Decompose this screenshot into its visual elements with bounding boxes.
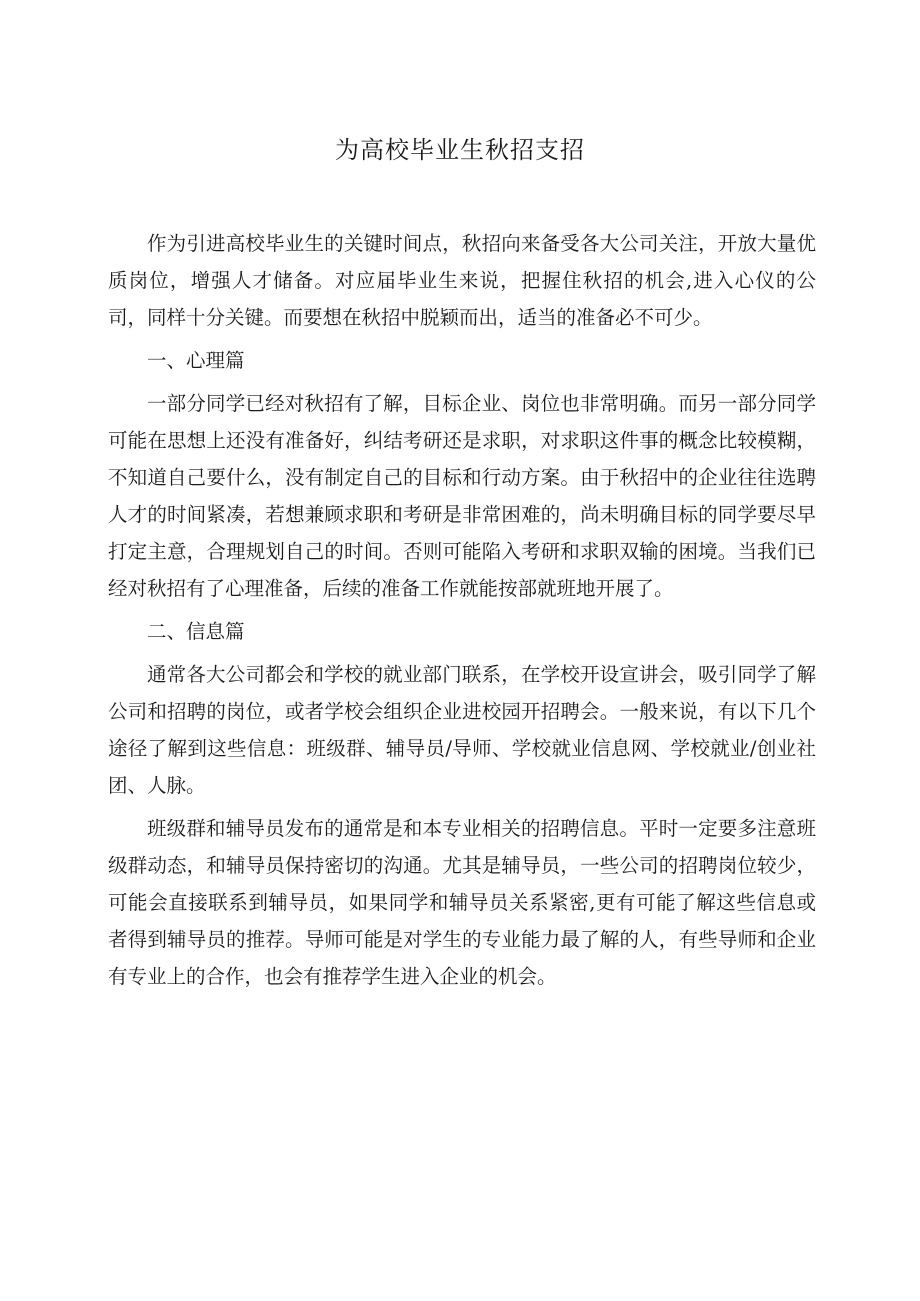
psychology-paragraph: 一部分同学已经对秋招有了解，目标企业、岗位也非常明确。而另一部分同学可能在思想上还没有准备好，纠结考研还是求职，对求职这件事的概念比较模糊，不知道自己要什么，没有制定自己的目标和行动方案。由于秋招中的企业往往选聘人才的时间紧凑，若想兼顾求职和考研是非常困难的，尚未明确目标的同学要尽早打定主意，合理规划自己的时间。否则可能陷入考研和求职双输的困境。当我们已经对秋招有了心理准备，后续的准备工作就能按部就班地开展了。 [108, 392, 816, 600]
document-body [108, 225, 816, 995]
section-heading-psychology: 一、心理篇 [147, 349, 245, 372]
document-title: 为高校毕业生秋招支招 [335, 136, 585, 164]
information-paragraph-1: 通常各大公司都会和学校的就业部门联系，在学校开设宣讲会，吸引同学了解公司和招聘的岗位，或者学校会组织企业进校园开招聘会。一般来说，有以下几个途径了解到这些信息：班级群、辅导员/导师、学校就业信息网、学校就业/创业社团、人脉。 [108, 663, 816, 797]
intro-paragraph: 作为引进高校毕业生的关键时间点，秋招向来备受各大公司关注，开放大量优质岗位，增强人才储备。对应届毕业生来说，把握住秋招的机会,进入心仪的公司，同样十分关键。而要想在秋招中脱颖而出，适当的准备必不可少。 [108, 232, 816, 329]
section-heading-information: 二、信息篇 [147, 620, 245, 643]
information-paragraph-2: 班级群和辅导员发布的通常是和本专业相关的招聘信息。平时一定要多注意班级群动态，和辅导员保持密切的沟通。尤其是辅导员，一些公司的招聘岗位较少，可能会直接联系到辅导员，如果同学和辅导员关系紧密,更有可能了解这些信息或者得到辅导员的推荐。导师可能是对学生的专业能力最了解的人，有些导师和企业有专业上的合作，也会有推荐学生进入企业的机会。 [108, 817, 816, 988]
